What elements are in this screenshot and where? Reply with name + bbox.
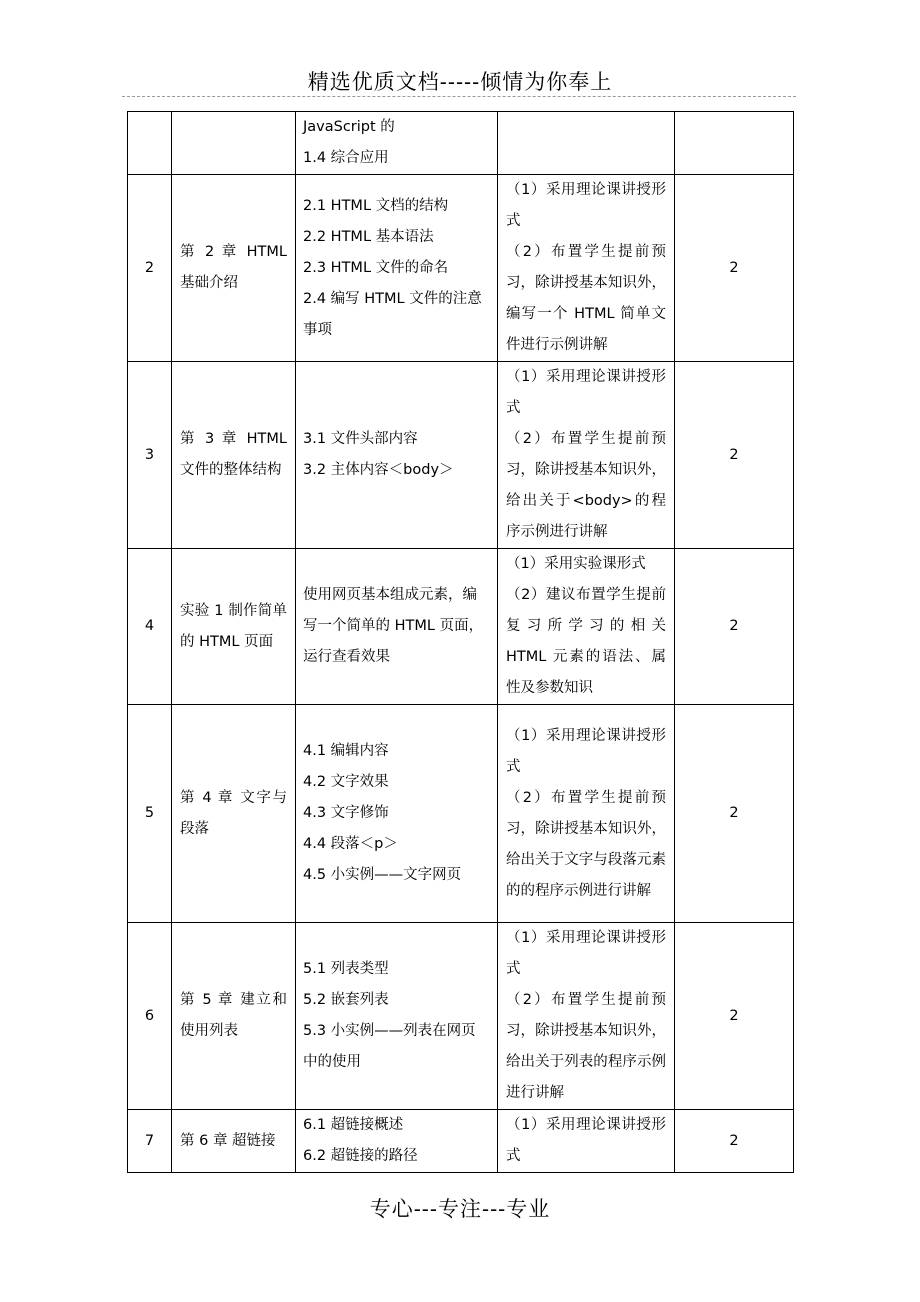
topic-line: 5.2 嵌套列表 bbox=[303, 992, 389, 1008]
method-line: （1）采用理论课讲授形式 bbox=[506, 1117, 666, 1164]
lesson-number-cell: 5 bbox=[128, 705, 172, 923]
topic-line: 使用网页基本组成元素，编写一个简单的 HTML 页面，运行查看效果 bbox=[303, 587, 484, 665]
teaching-method-cell bbox=[498, 923, 675, 1110]
topic-line: 4.3 文字修饰 bbox=[303, 805, 389, 821]
chapter-cell: 第 2 章 HTML 基础介绍 bbox=[172, 175, 296, 362]
method-line: （2）布置学生提前预习，除讲授基本知识外，给出关于文字与段落元素的的程序示例进行讲解 bbox=[506, 789, 666, 899]
method-line: （2）布置学生提前预习，除讲授基本知识外，编写一个 HTML 简单文件进行示例讲解 bbox=[506, 244, 666, 353]
topic-line: 5.1 列表类型 bbox=[303, 961, 389, 977]
chapter-cell: 第 6 章 超链接 bbox=[172, 1110, 296, 1173]
method-line: （1）采用实验课形式 bbox=[506, 556, 646, 572]
teaching-method-cell bbox=[498, 549, 675, 705]
topic-line: 5.3 小实例——列表在网页中的使用 bbox=[303, 1023, 476, 1070]
hours-cell: 2 bbox=[675, 1110, 794, 1173]
hours-cell: 2 bbox=[675, 549, 794, 705]
method-line: （2）布置学生提前预习，除讲授基本知识外，给出关于<body>的程序示例进行讲解 bbox=[506, 431, 666, 540]
lesson-number-cell: 4 bbox=[128, 549, 172, 705]
topics-cell bbox=[296, 549, 498, 705]
hours-cell: 2 bbox=[675, 175, 794, 362]
topic-line: 3.1 文件头部内容 bbox=[303, 431, 418, 447]
teaching-method-cell bbox=[498, 705, 675, 923]
topics-cell bbox=[296, 362, 498, 549]
lesson-number-cell bbox=[128, 112, 172, 175]
topics-cell bbox=[296, 112, 498, 175]
lesson-number-cell: 2 bbox=[128, 175, 172, 362]
page-footer: 专心---专注---专业 bbox=[369, 1197, 551, 1221]
teaching-method-cell bbox=[498, 362, 675, 549]
teaching-method-cell bbox=[498, 112, 675, 175]
lesson-number-cell: 7 bbox=[128, 1110, 172, 1173]
topic-line: 2.3 HTML 文件的命名 bbox=[303, 259, 449, 276]
topic-line: 4.5 小实例——文字网页 bbox=[303, 867, 462, 883]
lesson-number-cell: 3 bbox=[128, 362, 172, 549]
topics-cell bbox=[296, 175, 498, 362]
table-row bbox=[128, 112, 794, 175]
table-row bbox=[128, 175, 794, 362]
method-line: （1）采用理论课讲授形式 bbox=[506, 369, 666, 416]
topic-line: 2.4 编写 HTML 文件的注意事项 bbox=[303, 290, 482, 338]
topic-line: 4.4 段落＜p＞ bbox=[303, 836, 398, 852]
method-line: （2）建议布置学生提前复习所学习的相关 HTML 元素的语法、属性及参数知识 bbox=[506, 587, 666, 696]
method-line: （1）采用理论课讲授形式 bbox=[506, 727, 666, 775]
table-row bbox=[128, 362, 794, 549]
method-line: （1）采用理论课讲授形式 bbox=[506, 182, 666, 229]
topics-cell bbox=[296, 923, 498, 1110]
method-line: （2）布置学生提前预习，除讲授基本知识外，给出关于列表的程序示例进行讲解 bbox=[506, 992, 666, 1101]
chapter-cell: 实验 1 制作简单的 HTML 页面 bbox=[172, 549, 296, 705]
chapter-cell bbox=[172, 112, 296, 175]
table-row bbox=[128, 1110, 794, 1173]
table-row bbox=[128, 705, 794, 923]
teaching-method-cell bbox=[498, 1110, 675, 1173]
syllabus-table bbox=[127, 111, 794, 1173]
hours-cell: 2 bbox=[675, 923, 794, 1110]
hours-cell: 2 bbox=[675, 362, 794, 549]
topic-line: 2.1 HTML 文档的结构 bbox=[303, 197, 449, 214]
topic-line: 4.2 文字效果 bbox=[303, 774, 389, 790]
table-row bbox=[128, 549, 794, 705]
hours-cell: 2 bbox=[675, 705, 794, 923]
topic-line: 3.2 主体内容＜body＞ bbox=[303, 462, 454, 478]
teaching-method-cell bbox=[498, 175, 675, 362]
chapter-cell: 第 4 章 文字与段落 bbox=[172, 705, 296, 923]
topic-line: 1.4 综合应用 bbox=[303, 150, 389, 166]
lesson-number-cell: 6 bbox=[128, 923, 172, 1110]
page-header: 精选优质文档-----倾情为你奉上 bbox=[307, 70, 613, 94]
header-divider bbox=[122, 96, 796, 97]
topic-line: 2.2 HTML 基本语法 bbox=[303, 228, 434, 245]
topics-cell bbox=[296, 705, 498, 923]
topic-line: 6.1 超链接概述 bbox=[303, 1117, 404, 1133]
topic-line: 6.2 超链接的路径 bbox=[303, 1148, 418, 1164]
chapter-cell: 第 3 章 HTML 文件的整体结构 bbox=[172, 362, 296, 549]
hours-cell bbox=[675, 112, 794, 175]
topic-line: 4.1 编辑内容 bbox=[303, 743, 389, 759]
table-row bbox=[128, 923, 794, 1110]
topic-line: JavaScript 的 bbox=[303, 119, 395, 135]
chapter-cell: 第 5 章 建立和使用列表 bbox=[172, 923, 296, 1110]
topics-cell bbox=[296, 1110, 498, 1173]
method-line: （1）采用理论课讲授形式 bbox=[506, 930, 666, 977]
